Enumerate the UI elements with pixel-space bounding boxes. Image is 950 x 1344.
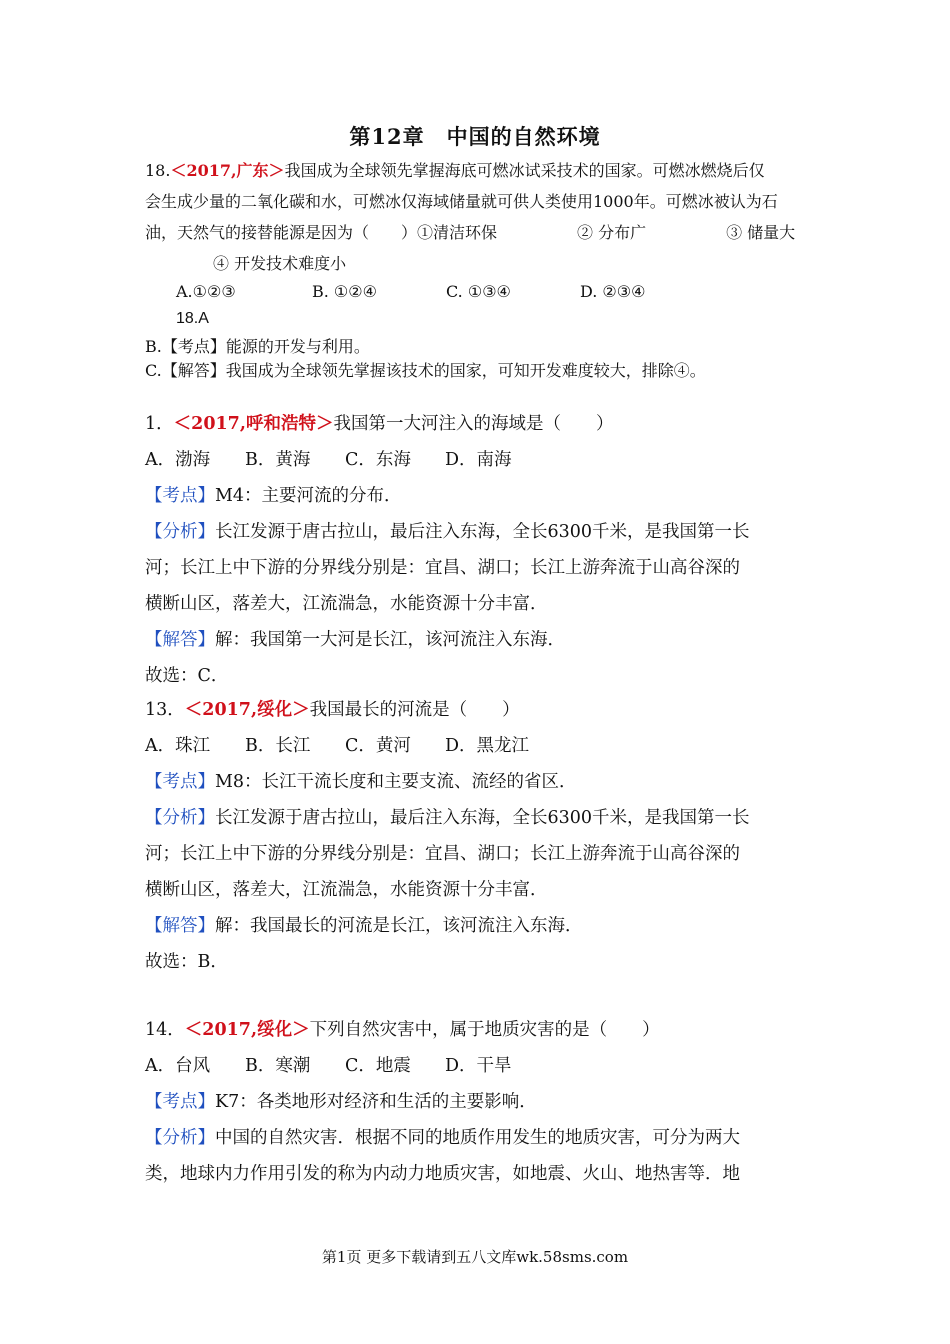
q13-option-d: D．黑龙江	[445, 736, 530, 756]
q1-option-b: B．黄海	[245, 450, 311, 470]
q13-option-b: B．长江	[245, 736, 311, 756]
q14-option-d: D．干旱	[445, 1056, 512, 1076]
q14-point-text: K7：各类地形对经济和生活的主要影响．	[215, 1092, 537, 1112]
q13-point-label: 【考点】	[145, 772, 215, 792]
q18-stem-1: 我国成为全球领先掌握海底可燃冰试采技术的国家。可燃冰燃烧后仅	[284, 161, 765, 180]
q14-point-label: 【考点】	[145, 1092, 215, 1112]
q14-analysis-1: 中国的自然灾害．根据不同的地质作用发生的地质灾害，可分为两大	[215, 1128, 740, 1148]
q1-analysis-label: 【分析】	[145, 522, 215, 542]
q14-option-c: C．地震	[345, 1056, 411, 1076]
q14-options	[145, 1052, 512, 1077]
q18-source: ＜2017,广东＞	[170, 161, 285, 180]
q1-point-text: M4：主要河流的分布．	[215, 486, 402, 506]
q14-number: 14．	[145, 1020, 185, 1040]
q1-point-label: 【考点】	[145, 486, 215, 506]
q13-solution-text: 解：我国最长的河流是长江，该河流注入东海．	[215, 916, 583, 936]
q18-option-b: B. ①②④	[312, 282, 377, 301]
q1-analysis-1: 长江发源于唐古拉山，最后注入东海，全长6300千米，是我国第一长	[215, 522, 750, 542]
q1-number: 1．	[145, 414, 174, 434]
q1-analysis-line-3: 横断山区，落差大，江流湍急，水能资源十分丰富．	[145, 594, 548, 614]
q13-analysis-label: 【分析】	[145, 808, 215, 828]
q13-stem-text: 我国最长的河流是（ ）	[309, 700, 520, 720]
q18-option-c: C. ①③④	[446, 282, 511, 301]
q18-answer: 18.A	[176, 310, 209, 327]
page-footer: 第1页 更多下载请到五八文库wk.58sms.com	[321, 1248, 629, 1266]
q18-stem-line-3: 油，天然气的接替能源是因为（ ）①清洁环保 ② 分布广 ③ 储量大	[145, 223, 796, 242]
q13-option-c: C．黄河	[345, 736, 411, 756]
q18-option-a: A.①②③	[176, 282, 236, 301]
q13-solution-label: 【解答】	[145, 916, 215, 936]
q1-option-a: A．渤海	[145, 450, 211, 470]
q1-solution	[145, 626, 565, 651]
q18-option-d: D. ②③④	[580, 282, 646, 301]
q18-options	[176, 282, 645, 301]
q1-stem-text: 我国第一大河注入的海域是（ ）	[333, 414, 614, 434]
q13-analysis-line-2: 河；长江上中下游的分界线分别是：宜昌、湖口；长江上游奔流于山高谷深的	[145, 844, 740, 864]
q13-number: 13．	[145, 700, 185, 720]
q1-analysis-line-2: 河；长江上中下游的分界线分别是：宜昌、湖口；长江上游奔流于山高谷深的	[145, 558, 740, 578]
q14-stem	[145, 1016, 660, 1041]
q18-solution: C.【解答】我国成为全球领先掌握该技术的国家，可知开发难度较大，排除④。	[145, 361, 706, 380]
q1-option-c: C．东海	[345, 450, 411, 470]
q14-analysis-line-2: 类，地球内力作用引发的称为内动力地质灾害，如地震、火山、地热害等．地	[145, 1164, 740, 1184]
q1-solution-text: 解：我国第一大河是长江，该河流注入东海．	[215, 630, 565, 650]
q13-analysis-1: 长江发源于唐古拉山，最后注入东海，全长6300千米，是我国第一长	[215, 808, 750, 828]
q14-stem-text: 下列自然灾害中，属于地质灾害的是（ ）	[309, 1020, 660, 1040]
q14-option-a: A．台风	[145, 1056, 211, 1076]
q18-number: 18.	[145, 161, 171, 180]
q14-option-b: B．寒潮	[245, 1056, 311, 1076]
q18-stem-line-1	[145, 158, 765, 181]
q1-stem	[145, 410, 613, 435]
q14-analysis-label: 【分析】	[145, 1128, 215, 1148]
q1-option-d: D．南海	[445, 450, 512, 470]
q13-source: ＜2017,绥化＞	[184, 700, 310, 720]
q14-source: ＜2017,绥化＞	[184, 1020, 310, 1040]
q13-choice: 故选：B．	[145, 952, 228, 972]
q1-analysis-line-1	[145, 518, 750, 543]
q18-point: B.【考点】能源的开发与利用。	[145, 337, 370, 356]
q13-analysis-line-1	[145, 804, 750, 829]
page-title: 第12章 中国的自然环境	[349, 124, 601, 149]
q13-point-text: M8：长江干流长度和主要支流、流经的省区．	[215, 772, 577, 792]
q1-source: ＜2017,呼和浩特＞	[173, 414, 334, 434]
q14-point	[145, 1088, 537, 1113]
q14-analysis-line-1	[145, 1124, 740, 1149]
q13-options	[145, 732, 529, 757]
q13-solution	[145, 912, 583, 937]
q1-choice: 故选：C．	[145, 666, 229, 686]
q1-point	[145, 482, 402, 507]
q13-option-a: A．珠江	[145, 736, 211, 756]
q1-options	[145, 446, 512, 471]
q13-point	[145, 768, 577, 793]
q1-solution-label: 【解答】	[145, 630, 215, 650]
q18-stem-line-4: ④ 开发技术难度小	[213, 254, 347, 273]
q13-stem	[145, 696, 520, 721]
q13-analysis-line-3: 横断山区，落差大，江流湍急，水能资源十分丰富．	[145, 880, 548, 900]
q18-stem-line-2: 会生成少量的二氧化碳和水，可燃冰仅海域储量就可供人类使用1000年。可燃冰被认为石	[145, 192, 778, 211]
